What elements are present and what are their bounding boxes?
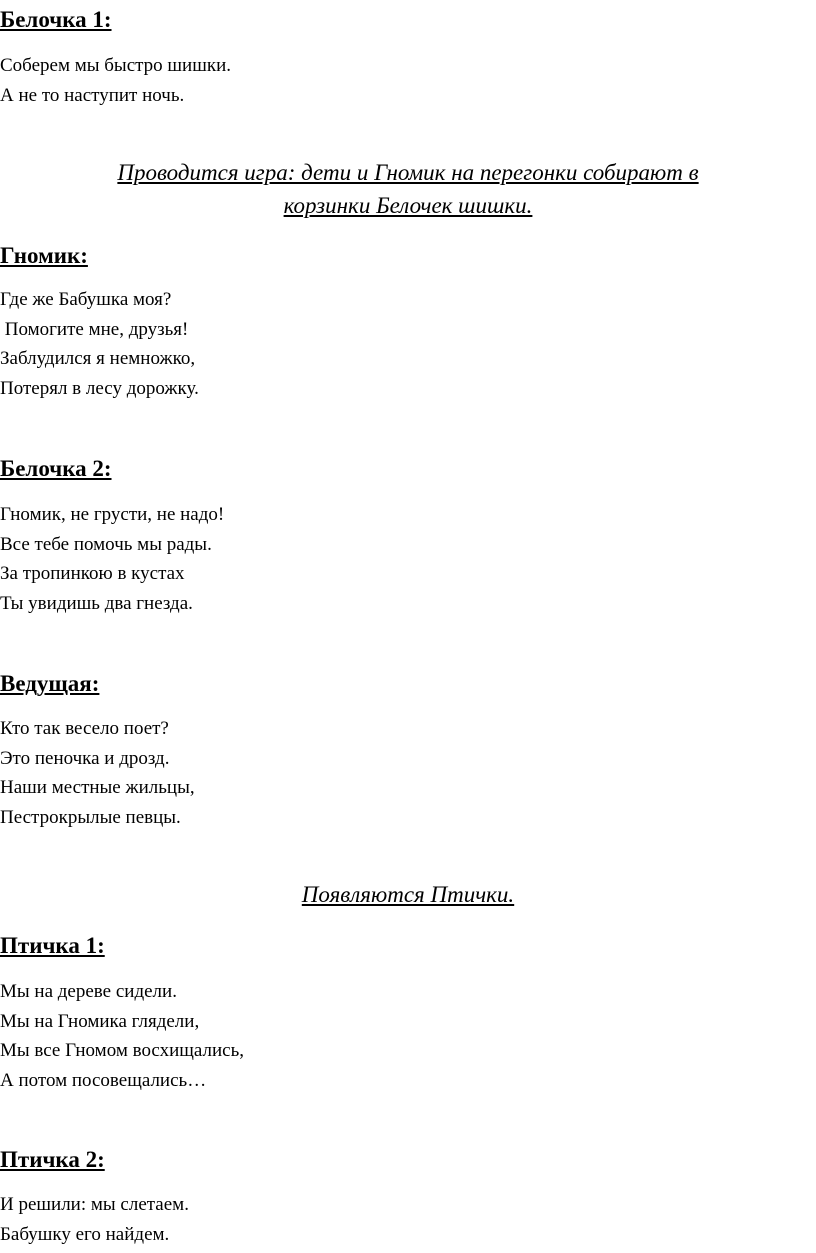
speech-line: Это пеночка и дрозд. <box>0 747 170 769</box>
speaker-heading: Птичка 2: <box>0 1147 105 1172</box>
speech-block <box>0 500 224 618</box>
speech-line: Гномик, не грусти, не надо! <box>0 504 225 525</box>
speech-line: Бабушку его найдем. <box>0 1223 170 1245</box>
speech-block <box>0 285 199 403</box>
speech-line: Наши местные жильцы, <box>0 777 195 798</box>
speaker-heading: Белочка 1: <box>0 7 112 32</box>
speech-line: Пестрокрылые певцы. <box>0 806 181 828</box>
speaker-heading: Птичка 1: <box>0 933 105 958</box>
speech-line: Все тебе помочь мы рады. <box>0 533 212 555</box>
speech-line: Мы на дереве сидели. <box>0 981 177 1002</box>
speech-line: Помогите мне, друзья! <box>0 318 189 340</box>
speech-line: Ты увидишь два гнезда. <box>0 592 193 614</box>
speech-block <box>0 51 231 110</box>
stage-direction <box>0 878 816 911</box>
stage-direction-line: Появляются Птички. <box>301 882 515 907</box>
speech-line: Мы все Гномом восхищались, <box>0 1040 245 1061</box>
speech-line: И решили: мы слетаем. <box>0 1194 189 1215</box>
speaker-heading: Белочка 2: <box>0 456 112 481</box>
speaker-heading: Ведущая: <box>0 671 100 696</box>
speech-line: За тропинкою в кустах <box>0 563 185 584</box>
stage-direction <box>0 156 816 222</box>
speech-line: Соберем мы быстро шишки. <box>0 55 231 76</box>
speech-line: Где же Бабушка моя? <box>0 289 172 310</box>
speaker-heading: Гномик: <box>0 243 88 268</box>
stage-direction-line: корзинки Белочек шишки. <box>283 193 533 218</box>
speech-block <box>0 977 244 1095</box>
speech-block <box>0 714 195 832</box>
stage-direction-line: Проводится игра: дети и Гномик на перегонки собирают в <box>117 160 699 185</box>
speech-line: А не то наступит ночь. <box>0 84 185 106</box>
speech-line: Мы на Гномика глядели, <box>0 1010 200 1032</box>
speech-line: А потом посовещались… <box>0 1069 207 1091</box>
speech-block <box>0 1190 189 1249</box>
speech-line: Кто так весело поет? <box>0 718 169 739</box>
speech-line: Заблудился я немножко, <box>0 348 196 369</box>
speech-line: Потерял в лесу дорожку. <box>0 377 199 399</box>
